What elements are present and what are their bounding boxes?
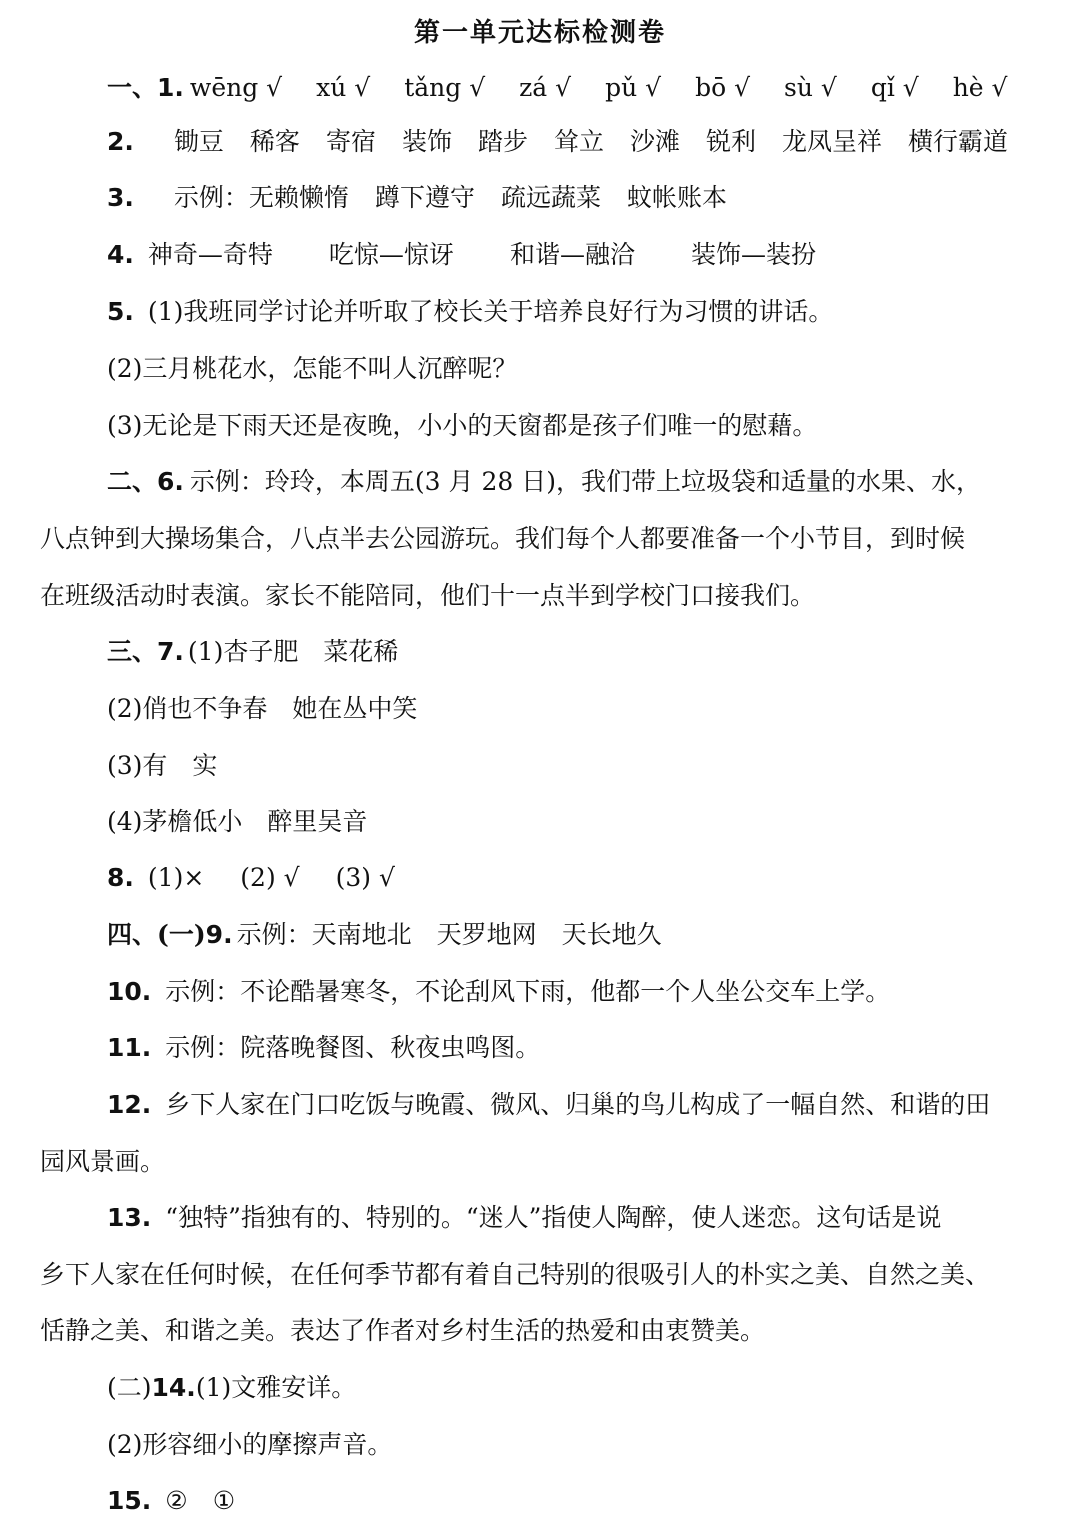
q9-text: 示例：天南地北 天罗地网 天长地久 — [236, 920, 662, 949]
example-prefix: 示例： — [173, 183, 249, 212]
q9-num: 9. — [205, 920, 233, 949]
pinyin-item: qǐ √ — [870, 73, 919, 102]
q5-item-1: (1)我班同学讨论并听取了校长关于培养良好行为习惯的讲话。 — [147, 297, 834, 326]
q5-item-3: (3)无论是下雨天还是夜晚，小小的天窗都是孩子们唯一的慰藉。 — [107, 411, 818, 440]
word-item: 横行霸道 — [908, 127, 1009, 156]
q15-text: ② ① — [165, 1486, 236, 1515]
pinyin-item: bō √ — [695, 73, 750, 102]
pinyin-item: zá √ — [519, 73, 572, 102]
word-pair: 吃惊—惊讶 — [328, 240, 454, 269]
word-item: 无赖懒惰 — [248, 183, 349, 212]
q5-num: 5. — [107, 297, 134, 326]
q7-item-1: (1)杏子肥 菜花稀 — [187, 637, 399, 666]
q9-section: 四、(一) — [107, 920, 206, 949]
q8-item: (3) √ — [335, 863, 395, 892]
q15-num: 15. — [107, 1486, 152, 1515]
q13-text-1: “独特”指独有的、特别的。“迷人”指使人陶醉，使人迷恋。这句话是说 — [165, 1203, 942, 1232]
q12-text-1: 乡下人家在门口吃饭与晚霞、微风、归巢的鸟儿构成了一幅自然、和谐的田 — [165, 1090, 991, 1119]
q7-item-4: (4)茅檐低小 醉里吴音 — [107, 807, 368, 836]
q6-num: 6. — [157, 467, 184, 496]
q6-text-2: 八点钟到大操场集合，八点半去公园游玩。我们每个人都要准备一个小节目，到时候 — [40, 524, 966, 553]
q3-line — [0, 180, 1080, 216]
pinyin-item: pǔ √ — [605, 73, 662, 102]
q15-line — [0, 1483, 1080, 1519]
q1-num: 1. — [157, 73, 184, 102]
word-pair: 装饰—装扮 — [690, 240, 816, 269]
q10-line — [0, 974, 1080, 1010]
q8-item: (2) √ — [240, 863, 300, 892]
word-item: 疏远蔬菜 — [500, 183, 601, 212]
q4-line — [0, 237, 1080, 273]
q7-line-1 — [0, 634, 1080, 670]
q14-item-1: (1)文雅安详。 — [195, 1373, 357, 1402]
pinyin-item: sù √ — [784, 73, 837, 102]
q13-line-1 — [0, 1200, 1080, 1236]
word-item: 锐利 — [706, 127, 757, 156]
q3-num: 3. — [107, 183, 134, 212]
q11-line — [0, 1030, 1080, 1066]
q2-line — [0, 124, 1080, 160]
word-item: 稀客 — [249, 127, 300, 156]
page-title: 第一单元达标检测卷 — [413, 18, 666, 48]
q14-section: (二) — [107, 1373, 152, 1402]
q8-item: (1)× — [147, 863, 205, 892]
q1-line — [0, 70, 1080, 106]
q6-text-3: 在班级活动时表演。家长不能陪同，他们十一点半到学校门口接我们。 — [40, 581, 816, 610]
word-pair: 神奇—奇特 — [147, 240, 273, 269]
q14-item-2: (2)形容细小的摩擦声音。 — [107, 1430, 393, 1459]
q7-num: 7. — [157, 637, 184, 666]
q10-num: 10. — [107, 977, 152, 1006]
q10-text: 示例：不论酷暑寒冬，不论刮风下雨，他都一个人坐公交车上学。 — [165, 977, 891, 1006]
q13-num: 13. — [107, 1203, 152, 1232]
pinyin-item: wēng √ — [189, 73, 283, 102]
pinyin-item: xú √ — [316, 73, 371, 102]
q12-text-2: 园风景画。 — [40, 1147, 166, 1176]
word-item: 寄宿 — [325, 127, 376, 156]
word-item: 踏步 — [477, 127, 528, 156]
q14-line-1 — [0, 1370, 1080, 1406]
q5-item-2: (2)三月桃花水，怎能不叫人沉醉呢？ — [107, 354, 518, 383]
q7-section: 三、 — [107, 637, 158, 666]
pinyin-item: tǎng √ — [404, 73, 486, 102]
q1-section: 一、 — [107, 73, 158, 102]
pinyin-item: hè √ — [952, 73, 1008, 102]
word-item: 耸立 — [553, 127, 604, 156]
word-pair: 和谐—融洽 — [509, 240, 635, 269]
q6-line-1 — [0, 464, 1080, 500]
q8-num: 8. — [107, 863, 134, 892]
q7-item-2: (2)俏也不争春 她在丛中笑 — [107, 694, 418, 723]
q12-line-1 — [0, 1087, 1080, 1123]
q4-num: 4. — [107, 240, 134, 269]
q12-num: 12. — [107, 1090, 152, 1119]
q11-text: 示例：院落晚餐图、秋夜虫鸣图。 — [165, 1033, 541, 1062]
word-item: 沙滩 — [630, 127, 681, 156]
q6-section: 二、 — [107, 467, 158, 496]
word-item: 装饰 — [401, 127, 452, 156]
q6-text-1: 示例：玲玲，本周五(3 月 28 日)，我们带上垃圾袋和适量的水果、水， — [189, 467, 981, 496]
q2-num: 2. — [107, 127, 134, 156]
q5-line-1 — [0, 294, 1080, 330]
q7-item-3: (3)有 实 — [107, 751, 218, 780]
word-item: 蚊帐账本 — [626, 183, 727, 212]
word-item: 蹲下遵守 — [374, 183, 475, 212]
q8-line — [0, 860, 1080, 896]
word-item: 锄豆 — [173, 127, 224, 156]
q13-text-2: 乡下人家在任何时候，在任何季节都有着自己特别的很吸引人的朴实之美、自然之美、 — [40, 1260, 991, 1289]
q13-text-3: 恬静之美、和谐之美。表达了作者对乡村生活的热爱和由衷赞美。 — [40, 1316, 766, 1345]
q9-line — [0, 917, 1080, 953]
q11-num: 11. — [107, 1033, 152, 1062]
q14-num: 14. — [151, 1373, 196, 1402]
word-item: 龙凤呈祥 — [782, 127, 883, 156]
